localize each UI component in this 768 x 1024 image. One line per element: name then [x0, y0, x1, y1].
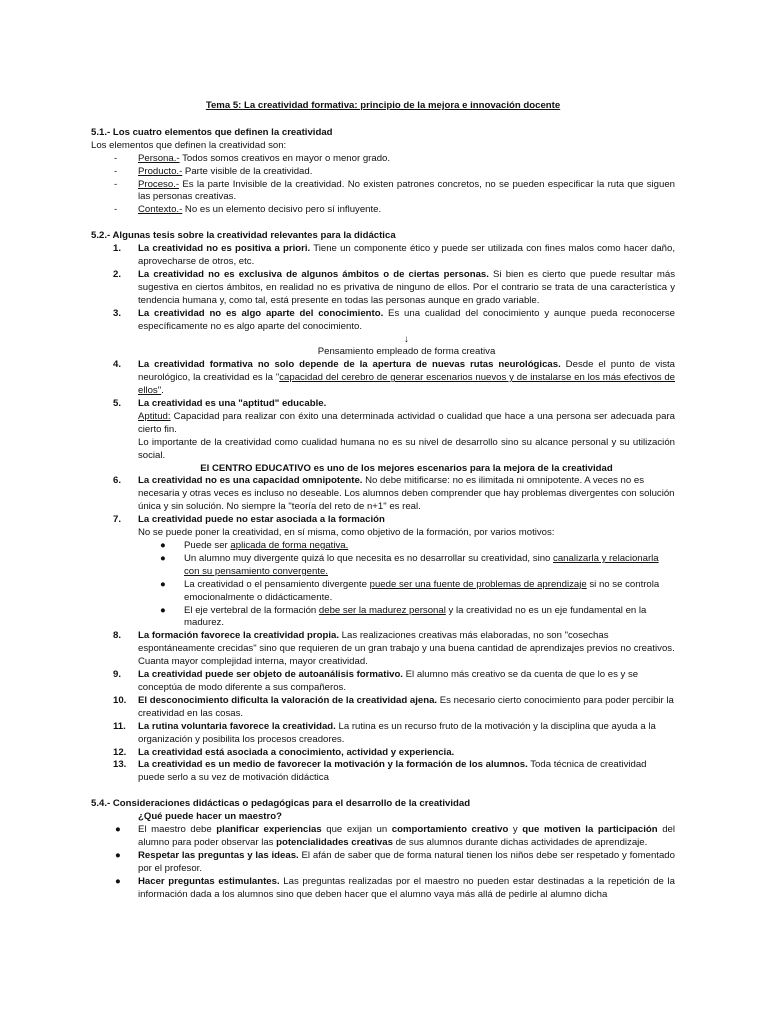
list-item: - Persona.- Todos somos creativos en mayor o menor grado. — [114, 152, 391, 164]
section-5-2 — [91, 230, 675, 785]
bullet-item: ● Un alumno muy divergente quizá lo que necesita es no desarrollar su creatividad, sino canalizarla y relacionarla con su pensamiento convergente. — [160, 552, 659, 577]
item-text: Parte visible de la creatividad. — [182, 165, 313, 177]
numbered-item: 6. La creatividad no es una capacidad omnipotente. No debe mitificarse: no es ilimitada ni omnipotente. A veces no es necesaria y otras veces es incluso no deseable. Los alumnos deben comprender que hay problemas divergentes con solución única y sin solución. No siempre la "teoría del reto de n+1" es real. — [113, 475, 675, 513]
item-label: Persona.- — [138, 152, 180, 164]
bullet-item: ● Hacer preguntas estimulantes. Las preguntas realizadas por el maestro no pueden estar destinadas a la repetición de la información dada a los alumnos sino que deben hacer que el alumno vaya más allá de pedirle al alumno dicha — [115, 875, 675, 900]
numbered-item: 8. La formación favorece la creatividad propia. Las realizaciones creativas más elaboradas, no son "cosechas espontáneamente crecidas" sino que requieren de un gran trabajo y una buena cantidad de aprendizajes previos no creativos. Cuanta mayor complejidad interna, mayor creatividad. — [113, 630, 675, 668]
arrow-caption: Pensamiento empleado de forma creativa — [317, 346, 496, 358]
bullet-item: ● El eje vertebral de la formación debe ser la madurez personal y la creatividad no es un eje fundamental en la madurez. — [160, 604, 647, 629]
bullet-item: ● La creatividad o el pensamiento divergente puede ser una fuente de problemas de aprendizaje si no se controla emocionalmente o didácticamente. — [160, 578, 660, 603]
section-subheading: ¿Qué puede hacer un maestro? — [138, 811, 282, 823]
bullet-item: ● Puede ser aplicada de forma negativa. — [160, 540, 349, 551]
numbered-item: 9. La creatividad puede ser objeto de autoanálisis formativo. El alumno más creativo se da cuenta de que lo es y se conceptúa de modo diferente a sus compañeros. — [113, 669, 639, 693]
section-5-4 — [91, 798, 675, 901]
section-5-1 — [91, 127, 675, 217]
item-text: Es la parte Invisible de la creatividad. No existen patrones concretos, no se pueden especificar la ruta que siguen las personas creativas. — [138, 178, 675, 203]
item-text: Todos somos creativos en mayor o menor grado. — [179, 152, 391, 164]
item-label: Contexto.- — [138, 204, 183, 216]
section-heading: 5.4.- Consideraciones didácticas o pedagógicas para el desarrollo de la creatividad — [91, 798, 471, 810]
document-page — [91, 100, 675, 901]
item-text: No es un elemento decisivo pero sí influyente. — [182, 204, 382, 216]
section-heading: 5.1.- Los cuatro elementos que definen la creatividad — [91, 126, 333, 138]
list-item: - Contexto.- No es un elemento decisivo pero sí influyente. — [114, 204, 382, 216]
highlight-statement: El CENTRO EDUCATIVO es uno de los mejores escenarios para la mejora de la creatividad — [200, 462, 613, 474]
numbered-item: 12. La creatividad está asociada a conocimiento, actividad y experiencia. — [113, 746, 455, 758]
numbered-item: 11. La rutina voluntaria favorece la creatividad. La rutina es un recurso fruto de la motivación y la disciplina que ayuda a la organización y posibilita los procesos creadores. — [113, 720, 656, 745]
numbered-item: 7. La creatividad puede no estar asociada a la formación No se puede poner la creatividad, en sí misma, como objetivo de la formación, por varios motivos: — [113, 514, 555, 539]
item-label: Producto.- — [138, 165, 183, 177]
numbered-item: 5. La creatividad es una "aptitud" educable. Aptitud: Capacidad para realizar con éxito una determinada actividad o cualidad que hace a una persona ser adecuada para cierto fin. Lo importante de la creatividad como cualidad humana no es su nivel de desarrollo sino su alcance personal y su utilización social. — [113, 398, 675, 461]
numbered-item: 13. La creatividad es un medio de favorecer la motivación y la formación de los alumnos. Toda técnica de creatividad puede serlo a su vez de motivación didáctica — [113, 759, 647, 784]
numbered-item: 10. El desconocimiento dificulta la valoración de la creatividad ajena. Es necesario cierto conocimiento para poder percibir la creatividad en las cosas. — [113, 694, 674, 719]
section-heading: 5.2.- Algunas tesis sobre la creatividad relevantes para la didáctica — [91, 230, 396, 242]
list-item: - Proceso.- Es la parte Invisible de la creatividad. No existen patrones concretos, no se pueden especificar la ruta que siguen las personas creativas. — [114, 178, 675, 203]
numbered-item: 4. La creatividad formativa no solo depende de la apertura de nuevas rutas neurológicas. Desde el punto de vista neurológico, la creatividad es la "capacidad del cerebro de generar escenarios nuevos y de instalarse en los más efectivos de ellos". — [113, 359, 675, 397]
list-item: - Producto.- Parte visible de la creatividad. — [114, 165, 313, 177]
document-title: Tema 5: La creatividad formativa: principio de la mejora e innovación docente — [205, 100, 561, 111]
numbered-item: 3. La creatividad no es algo aparte del conocimiento. Es una cualidad del conocimiento y aunque pueda reconocerse específicamente no es algo aparte del conocimiento. — [113, 307, 675, 332]
section-intro: Los elementos que definen la creatividad son: — [91, 139, 287, 151]
bullet-item: ● Respetar las preguntas y las ideas. El afán de saber que de forma natural tienen los niños debe ser respetado y fomentado por el profesor. — [115, 849, 675, 874]
item-label: Proceso.- — [138, 178, 180, 190]
numbered-item: 1. La creatividad no es positiva a priori. Tiene un componente ético y puede ser utilizada con fines malos como hacer daño, aprovecharse de otros, etc. — [113, 243, 675, 268]
down-arrow-icon: ↓ — [404, 333, 409, 345]
numbered-item: 2. La creatividad no es exclusiva de algunos ámbitos o de ciertas personas. Si bien es cierto que puede resultar más sugestiva en ciertos ámbitos, en realidad no es privativa de ninguno de ellos. Por el contrario se trata de una característica y tendencia humana y, como tal, está presente en todas las personas aunque en grado variable. — [113, 268, 675, 306]
bullet-item: ● El maestro debe planificar experiencias que exijan un comportamiento creativo y que motiven la participación del alumno para poder observar las potencialidades creativas de sus alumnos durante dichas actividades de aprendizaje. — [115, 824, 675, 848]
